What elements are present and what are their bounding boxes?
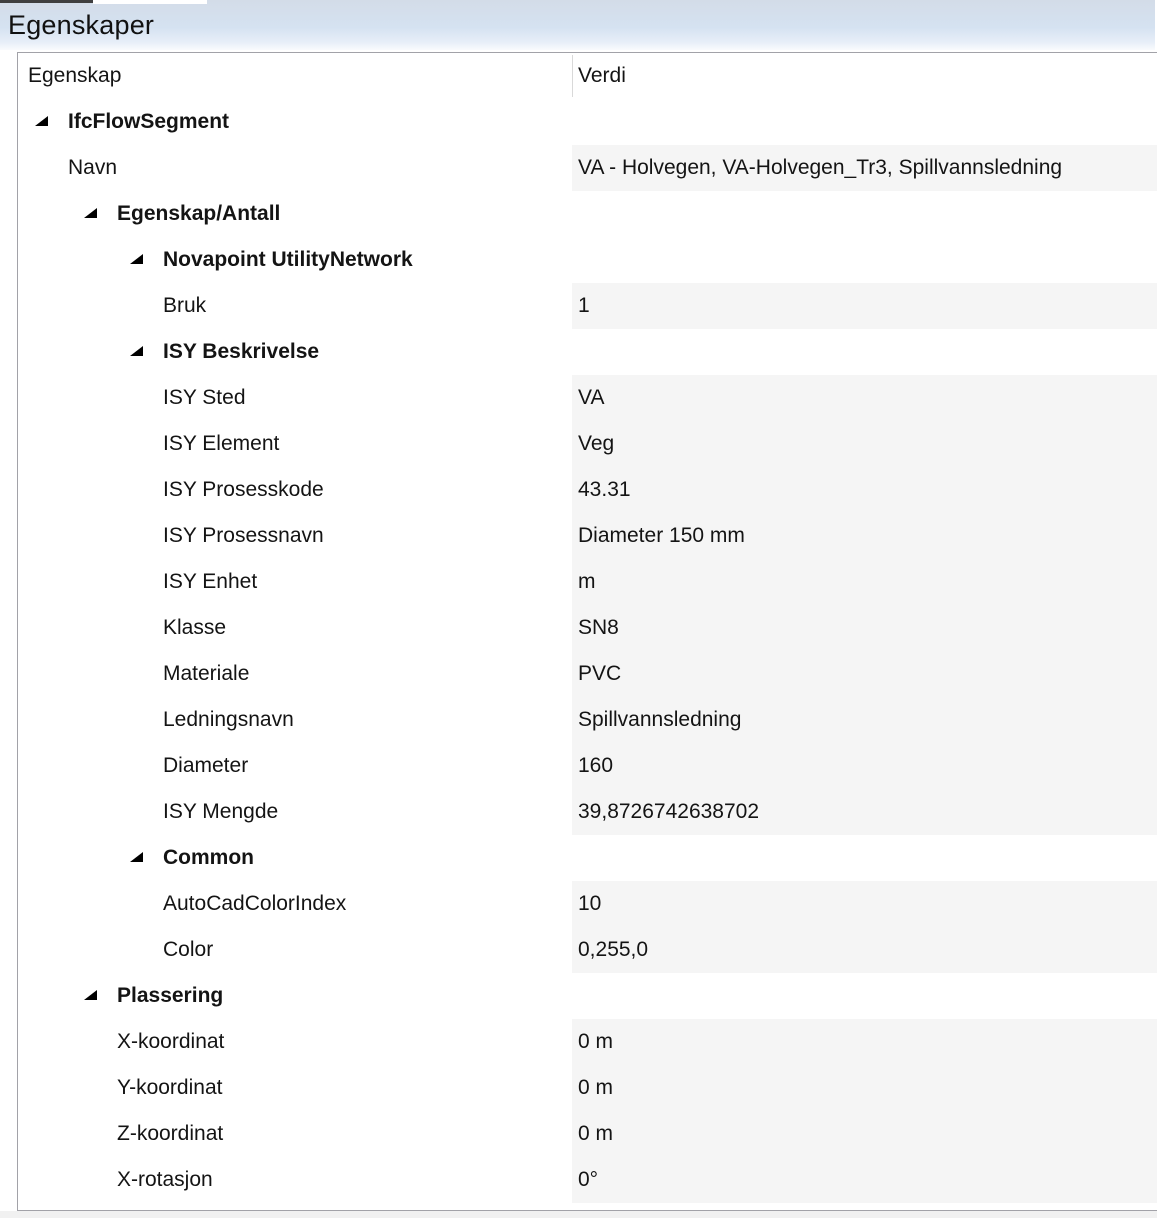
property-value-cell[interactable] bbox=[572, 467, 1157, 513]
property-value-cell[interactable] bbox=[572, 605, 1157, 651]
property-name-cell bbox=[18, 743, 572, 789]
property-name-cell bbox=[18, 559, 572, 605]
property-value: Veg bbox=[578, 432, 615, 455]
tree-property-row[interactable] bbox=[18, 1111, 1157, 1157]
tree-group-row[interactable] bbox=[18, 99, 1157, 145]
property-name-cell bbox=[18, 237, 572, 283]
property-value: Diameter 150 mm bbox=[578, 524, 745, 547]
property-value-cell[interactable] bbox=[572, 375, 1157, 421]
property-value-cell[interactable] bbox=[572, 927, 1157, 973]
tree-group-row[interactable] bbox=[18, 329, 1157, 375]
property-value: 0,255,0 bbox=[578, 938, 649, 961]
property-label: Color bbox=[163, 938, 214, 961]
collapse-expander-icon[interactable] bbox=[84, 208, 97, 218]
panel-title: Egenskaper bbox=[8, 9, 155, 40]
empty-value-cell bbox=[572, 99, 1157, 145]
tree-property-row[interactable] bbox=[18, 697, 1157, 743]
property-name-cell bbox=[18, 1157, 572, 1203]
property-label: AutoCadColorIndex bbox=[163, 892, 347, 915]
property-name-cell bbox=[18, 329, 572, 375]
property-name-cell bbox=[18, 467, 572, 513]
property-value: 0° bbox=[578, 1168, 599, 1191]
tree-property-row[interactable] bbox=[18, 1019, 1157, 1065]
property-value-cell[interactable] bbox=[572, 1157, 1157, 1203]
tree-property-row[interactable] bbox=[18, 559, 1157, 605]
property-name-cell bbox=[18, 789, 572, 835]
property-value: 1 bbox=[578, 294, 590, 317]
property-value-cell[interactable] bbox=[572, 1019, 1157, 1065]
property-name-cell bbox=[18, 99, 572, 145]
property-value: VA - Holvegen, VA-Holvegen_Tr3, Spillvannsledning bbox=[578, 156, 1063, 179]
property-value-cell[interactable] bbox=[572, 283, 1157, 329]
collapse-expander-icon[interactable] bbox=[35, 116, 48, 126]
tree-property-row[interactable] bbox=[18, 1157, 1157, 1203]
tab-gap-decoration bbox=[93, 0, 207, 4]
property-value-cell[interactable] bbox=[572, 697, 1157, 743]
property-label: X-koordinat bbox=[117, 1030, 225, 1053]
property-label: ISY Beskrivelse bbox=[163, 340, 320, 363]
property-value: 43.31 bbox=[578, 478, 631, 501]
property-name-cell bbox=[18, 513, 572, 559]
property-value: 0 m bbox=[578, 1076, 614, 1099]
property-value: VA bbox=[578, 386, 605, 409]
property-label: Materiale bbox=[163, 662, 250, 685]
column-resize-handle[interactable] bbox=[572, 55, 573, 97]
property-value: 0 m bbox=[578, 1122, 614, 1145]
property-name-cell bbox=[18, 697, 572, 743]
tree-group-row[interactable] bbox=[18, 835, 1157, 881]
property-name-cell bbox=[18, 927, 572, 973]
property-name-cell bbox=[18, 651, 572, 697]
property-name-cell bbox=[18, 835, 572, 881]
property-label: Navn bbox=[68, 156, 118, 179]
tree-property-row[interactable] bbox=[18, 421, 1157, 467]
property-value: m bbox=[578, 570, 596, 593]
property-label: Ledningsnavn bbox=[163, 708, 294, 731]
tree-group-row[interactable] bbox=[18, 191, 1157, 237]
tree-property-row[interactable] bbox=[18, 789, 1157, 835]
property-label: ISY Mengde bbox=[163, 800, 279, 823]
property-value: PVC bbox=[578, 662, 622, 685]
property-label: Plassering bbox=[117, 984, 224, 1007]
tree-property-row[interactable] bbox=[18, 927, 1157, 973]
property-name-cell bbox=[18, 1019, 572, 1065]
tree-property-row[interactable] bbox=[18, 467, 1157, 513]
property-label: ISY Prosesskode bbox=[163, 478, 324, 501]
property-value-cell[interactable] bbox=[572, 743, 1157, 789]
property-label: Novapoint UtilityNetwork bbox=[163, 248, 413, 271]
property-value: SN8 bbox=[578, 616, 619, 639]
tree-property-row[interactable] bbox=[18, 881, 1157, 927]
tree-property-row[interactable] bbox=[18, 283, 1157, 329]
property-label: Common bbox=[163, 846, 254, 869]
property-label: Y-koordinat bbox=[117, 1076, 223, 1099]
property-value-cell[interactable] bbox=[572, 513, 1157, 559]
tab-edge-decoration bbox=[0, 0, 93, 3]
tree-property-row[interactable] bbox=[18, 651, 1157, 697]
property-value-cell[interactable] bbox=[572, 421, 1157, 467]
property-label: ISY Enhet bbox=[163, 570, 258, 593]
tree-group-row[interactable] bbox=[18, 973, 1157, 1019]
property-label: Diameter bbox=[163, 754, 249, 777]
property-name-cell bbox=[18, 191, 572, 237]
property-name-cell bbox=[18, 881, 572, 927]
property-label: Klasse bbox=[163, 616, 227, 639]
collapse-expander-icon[interactable] bbox=[130, 254, 143, 264]
property-label: Bruk bbox=[163, 294, 207, 317]
tree-group-row[interactable] bbox=[18, 237, 1157, 283]
property-name-cell bbox=[18, 1065, 572, 1111]
tree-property-row[interactable] bbox=[18, 1065, 1157, 1111]
property-value-cell[interactable] bbox=[572, 881, 1157, 927]
collapse-expander-icon[interactable] bbox=[130, 346, 143, 356]
property-value-cell[interactable] bbox=[572, 145, 1157, 191]
property-value: 39,8726742638702 bbox=[578, 800, 760, 823]
table-header-row bbox=[18, 53, 1157, 99]
panel-outer-margin bbox=[0, 1211, 1157, 1218]
property-label: ISY Prosessnavn bbox=[163, 524, 324, 547]
property-label: ISY Sted bbox=[163, 386, 246, 409]
property-name-cell bbox=[18, 973, 572, 1019]
column-header-value[interactable]: Verdi bbox=[578, 64, 626, 87]
property-value: 0 m bbox=[578, 1030, 614, 1053]
tree-property-row[interactable] bbox=[18, 743, 1157, 789]
property-value-cell[interactable] bbox=[572, 651, 1157, 697]
tree-property-row[interactable] bbox=[18, 375, 1157, 421]
property-value: 160 bbox=[578, 754, 614, 777]
property-label: IfcFlowSegment bbox=[68, 110, 230, 133]
empty-value-cell bbox=[572, 973, 1157, 1019]
property-value: Spillvannsledning bbox=[578, 708, 742, 731]
properties-panel bbox=[17, 52, 1157, 1211]
tree-property-row[interactable] bbox=[18, 145, 1157, 191]
column-header-property[interactable]: Egenskap bbox=[28, 64, 122, 87]
property-rows bbox=[18, 99, 1157, 1203]
property-label: Z-koordinat bbox=[117, 1122, 224, 1145]
property-name-cell bbox=[18, 605, 572, 651]
property-name-cell bbox=[18, 375, 572, 421]
property-value-cell[interactable] bbox=[572, 789, 1157, 835]
property-value-cell[interactable] bbox=[572, 1111, 1157, 1157]
property-name-cell bbox=[18, 421, 572, 467]
property-label: ISY Element bbox=[163, 432, 280, 455]
tree-property-row[interactable] bbox=[18, 513, 1157, 559]
tree-property-row[interactable] bbox=[18, 605, 1157, 651]
empty-value-cell bbox=[572, 835, 1157, 881]
property-label: X-rotasjon bbox=[117, 1168, 213, 1191]
empty-value-cell bbox=[572, 237, 1157, 283]
property-name-cell bbox=[18, 283, 572, 329]
property-value-cell[interactable] bbox=[572, 559, 1157, 605]
property-label: Egenskap/Antall bbox=[117, 202, 281, 225]
empty-value-cell bbox=[572, 329, 1157, 375]
collapse-expander-icon[interactable] bbox=[84, 990, 97, 1000]
property-value: 10 bbox=[578, 892, 602, 915]
panel-titlebar[interactable] bbox=[0, 0, 1157, 50]
empty-value-cell bbox=[572, 191, 1157, 237]
property-name-cell bbox=[18, 1111, 572, 1157]
property-value-cell[interactable] bbox=[572, 1065, 1157, 1111]
collapse-expander-icon[interactable] bbox=[130, 852, 143, 862]
property-name-cell bbox=[18, 145, 572, 191]
